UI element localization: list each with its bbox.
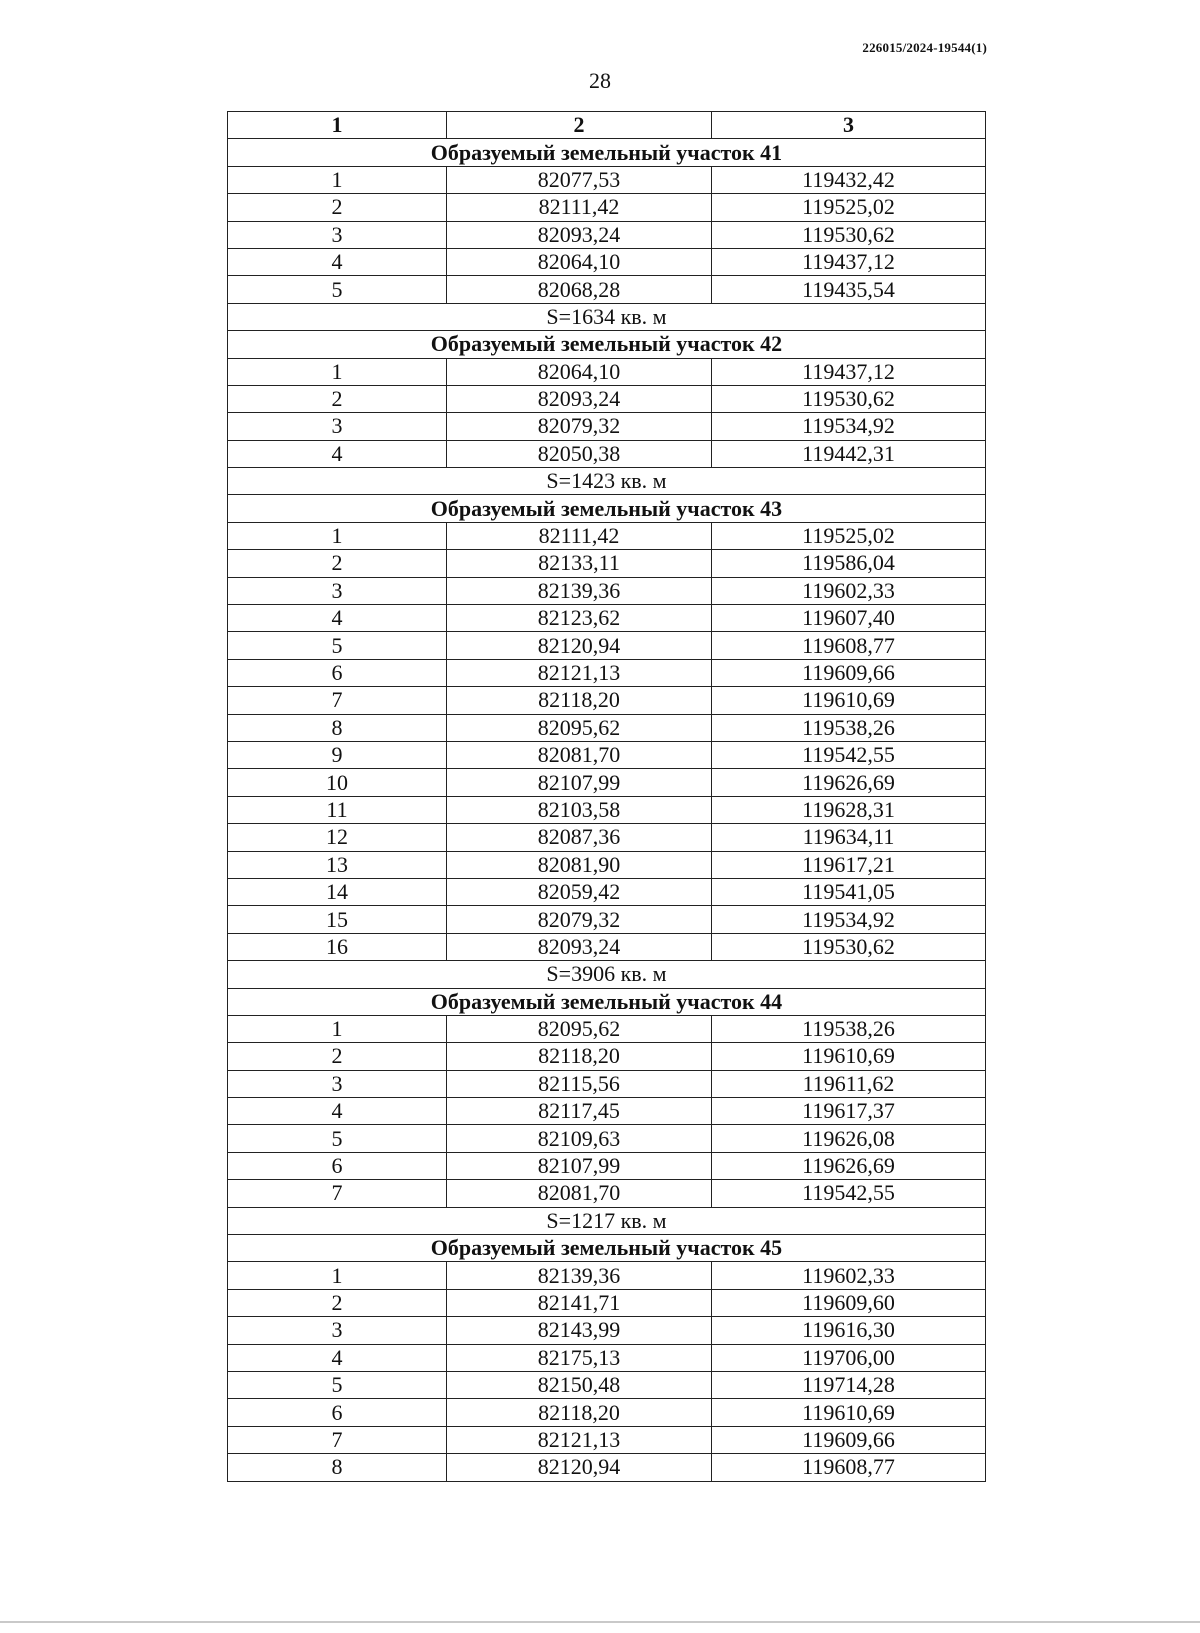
point-number-cell: 4	[228, 605, 447, 632]
y-coordinate-cell: 119628,31	[712, 796, 986, 823]
y-coordinate-cell: 119617,21	[712, 851, 986, 878]
y-coordinate-cell: 119626,08	[712, 1125, 986, 1152]
x-coordinate-cell: 82120,94	[447, 1454, 712, 1481]
table-row	[228, 714, 986, 741]
x-coordinate-cell: 82143,99	[447, 1317, 712, 1344]
section-title: Образуемый земельный участок 43	[228, 495, 986, 522]
x-coordinate-cell: 82121,13	[447, 1426, 712, 1453]
x-coordinate-cell: 82111,42	[447, 522, 712, 549]
table-row	[228, 1015, 986, 1042]
point-number-cell: 11	[228, 796, 447, 823]
table-row	[228, 1289, 986, 1316]
y-coordinate-cell: 119610,69	[712, 687, 986, 714]
y-coordinate-cell: 119609,60	[712, 1289, 986, 1316]
x-coordinate-cell: 82077,53	[447, 166, 712, 193]
x-coordinate-cell: 82120,94	[447, 632, 712, 659]
y-coordinate-cell: 119609,66	[712, 1426, 986, 1453]
table-row	[228, 769, 986, 796]
point-number-cell: 7	[228, 1426, 447, 1453]
x-coordinate-cell: 82081,70	[447, 1180, 712, 1207]
table-row	[228, 550, 986, 577]
y-coordinate-cell: 119538,26	[712, 714, 986, 741]
section-title: Образуемый земельный участок 45	[228, 1235, 986, 1262]
table-row	[228, 1098, 986, 1125]
x-coordinate-cell: 82118,20	[447, 1043, 712, 1070]
y-coordinate-cell: 119609,66	[712, 659, 986, 686]
point-number-cell: 2	[228, 194, 447, 221]
section-title-row	[228, 139, 986, 166]
x-coordinate-cell: 82079,32	[447, 413, 712, 440]
point-number-cell: 4	[228, 1344, 447, 1371]
x-coordinate-cell: 82115,56	[447, 1070, 712, 1097]
table-row	[228, 632, 986, 659]
area-value: S=1423 кв. м	[228, 468, 986, 495]
point-number-cell: 1	[228, 1015, 447, 1042]
table-row	[228, 878, 986, 905]
y-coordinate-cell: 119432,42	[712, 166, 986, 193]
point-number-cell: 4	[228, 1098, 447, 1125]
point-number-cell: 3	[228, 413, 447, 440]
y-coordinate-cell: 119534,92	[712, 906, 986, 933]
y-coordinate-cell: 119626,69	[712, 769, 986, 796]
point-number-cell: 2	[228, 385, 447, 412]
point-number-cell: 4	[228, 248, 447, 275]
section-title-row	[228, 495, 986, 522]
table-row	[228, 166, 986, 193]
x-coordinate-cell: 82103,58	[447, 796, 712, 823]
scan-edge-line	[0, 1621, 1200, 1623]
point-number-cell: 15	[228, 906, 447, 933]
table-row	[228, 796, 986, 823]
y-coordinate-cell: 119530,62	[712, 221, 986, 248]
y-coordinate-cell: 119437,12	[712, 358, 986, 385]
y-coordinate-cell: 119607,40	[712, 605, 986, 632]
table-row	[228, 605, 986, 632]
x-coordinate-cell: 82150,48	[447, 1371, 712, 1398]
point-number-cell: 1	[228, 166, 447, 193]
table-row	[228, 1454, 986, 1481]
x-coordinate-cell: 82139,36	[447, 577, 712, 604]
y-coordinate-cell: 119435,54	[712, 276, 986, 303]
x-coordinate-cell: 82121,13	[447, 659, 712, 686]
y-coordinate-cell: 119611,62	[712, 1070, 986, 1097]
point-number-cell: 10	[228, 769, 447, 796]
y-coordinate-cell: 119586,04	[712, 550, 986, 577]
table-row	[228, 522, 986, 549]
coordinates-table	[227, 111, 986, 1482]
x-coordinate-cell: 82133,11	[447, 550, 712, 577]
y-coordinate-cell: 119616,30	[712, 1317, 986, 1344]
x-coordinate-cell: 82123,62	[447, 605, 712, 632]
table-row	[228, 1344, 986, 1371]
table-row	[228, 221, 986, 248]
y-coordinate-cell: 119530,62	[712, 385, 986, 412]
x-coordinate-cell: 82093,24	[447, 221, 712, 248]
table-row	[228, 248, 986, 275]
x-coordinate-cell: 82081,90	[447, 851, 712, 878]
table-row	[228, 1317, 986, 1344]
page-number: 28	[589, 68, 611, 93]
y-coordinate-cell: 119437,12	[712, 248, 986, 275]
x-coordinate-cell: 82050,38	[447, 440, 712, 467]
area-row	[228, 1207, 986, 1234]
section-title-row	[228, 331, 986, 358]
table-row	[228, 1426, 986, 1453]
point-number-cell: 2	[228, 550, 447, 577]
point-number-cell: 14	[228, 878, 447, 905]
point-number-cell: 8	[228, 714, 447, 741]
area-value: S=1634 кв. м	[228, 303, 986, 330]
x-coordinate-cell: 82141,71	[447, 1289, 712, 1316]
x-coordinate-cell: 82118,20	[447, 1399, 712, 1426]
table-row	[228, 440, 986, 467]
x-coordinate-cell: 82109,63	[447, 1125, 712, 1152]
column-header: 2	[447, 112, 712, 139]
y-coordinate-cell: 119530,62	[712, 933, 986, 960]
y-coordinate-cell: 119608,77	[712, 632, 986, 659]
table-row	[228, 1262, 986, 1289]
x-coordinate-cell: 82175,13	[447, 1344, 712, 1371]
y-coordinate-cell: 119602,33	[712, 577, 986, 604]
x-coordinate-cell: 82107,99	[447, 769, 712, 796]
column-header: 3	[712, 112, 986, 139]
area-value: S=1217 кв. м	[228, 1207, 986, 1234]
point-number-cell: 3	[228, 1317, 447, 1344]
x-coordinate-cell: 82118,20	[447, 687, 712, 714]
table-row	[228, 741, 986, 768]
section-title: Образуемый земельный участок 41	[228, 139, 986, 166]
point-number-cell: 16	[228, 933, 447, 960]
x-coordinate-cell: 82139,36	[447, 1262, 712, 1289]
y-coordinate-cell: 119542,55	[712, 741, 986, 768]
table-row	[228, 1399, 986, 1426]
area-row	[228, 303, 986, 330]
table-row	[228, 1180, 986, 1207]
point-number-cell: 6	[228, 1399, 447, 1426]
point-number-cell: 7	[228, 687, 447, 714]
y-coordinate-cell: 119538,26	[712, 1015, 986, 1042]
y-coordinate-cell: 119525,02	[712, 194, 986, 221]
point-number-cell: 6	[228, 659, 447, 686]
point-number-cell: 3	[228, 221, 447, 248]
point-number-cell: 5	[228, 276, 447, 303]
x-coordinate-cell: 82064,10	[447, 248, 712, 275]
table-row	[228, 1371, 986, 1398]
table-row	[228, 358, 986, 385]
area-value: S=3906 кв. м	[228, 961, 986, 988]
y-coordinate-cell: 119617,37	[712, 1098, 986, 1125]
x-coordinate-cell: 82087,36	[447, 824, 712, 851]
table-row	[228, 577, 986, 604]
x-coordinate-cell: 82093,24	[447, 385, 712, 412]
table-row	[228, 906, 986, 933]
x-coordinate-cell: 82117,45	[447, 1098, 712, 1125]
y-coordinate-cell: 119525,02	[712, 522, 986, 549]
y-coordinate-cell: 119542,55	[712, 1180, 986, 1207]
x-coordinate-cell: 82111,42	[447, 194, 712, 221]
y-coordinate-cell: 119634,11	[712, 824, 986, 851]
point-number-cell: 1	[228, 1262, 447, 1289]
x-coordinate-cell: 82093,24	[447, 933, 712, 960]
table-row	[228, 1152, 986, 1179]
point-number-cell: 3	[228, 1070, 447, 1097]
point-number-cell: 1	[228, 522, 447, 549]
point-number-cell: 5	[228, 1125, 447, 1152]
table-row	[228, 413, 986, 440]
area-row	[228, 468, 986, 495]
point-number-cell: 13	[228, 851, 447, 878]
y-coordinate-cell: 119602,33	[712, 1262, 986, 1289]
table-row	[228, 276, 986, 303]
y-coordinate-cell: 119541,05	[712, 878, 986, 905]
table-body	[228, 139, 986, 1481]
table-header-row	[228, 112, 986, 139]
table-row	[228, 851, 986, 878]
column-header: 1	[228, 112, 447, 139]
area-row	[228, 961, 986, 988]
document-id: 226015/2024-19544(1)	[862, 40, 987, 55]
y-coordinate-cell: 119714,28	[712, 1371, 986, 1398]
point-number-cell: 7	[228, 1180, 447, 1207]
x-coordinate-cell: 82095,62	[447, 1015, 712, 1042]
table-row	[228, 659, 986, 686]
point-number-cell: 2	[228, 1043, 447, 1070]
y-coordinate-cell: 119610,69	[712, 1399, 986, 1426]
section-title-row	[228, 988, 986, 1015]
y-coordinate-cell: 119706,00	[712, 1344, 986, 1371]
x-coordinate-cell: 82081,70	[447, 741, 712, 768]
point-number-cell: 9	[228, 741, 447, 768]
x-coordinate-cell: 82059,42	[447, 878, 712, 905]
x-coordinate-cell: 82068,28	[447, 276, 712, 303]
table-row	[228, 687, 986, 714]
section-title-row	[228, 1235, 986, 1262]
table-row	[228, 824, 986, 851]
point-number-cell: 3	[228, 577, 447, 604]
section-title: Образуемый земельный участок 44	[228, 988, 986, 1015]
x-coordinate-cell: 82064,10	[447, 358, 712, 385]
table-row	[228, 1125, 986, 1152]
y-coordinate-cell: 119442,31	[712, 440, 986, 467]
y-coordinate-cell: 119608,77	[712, 1454, 986, 1481]
point-number-cell: 1	[228, 358, 447, 385]
point-number-cell: 5	[228, 632, 447, 659]
point-number-cell: 4	[228, 440, 447, 467]
x-coordinate-cell: 82079,32	[447, 906, 712, 933]
y-coordinate-cell: 119610,69	[712, 1043, 986, 1070]
point-number-cell: 8	[228, 1454, 447, 1481]
y-coordinate-cell: 119534,92	[712, 413, 986, 440]
table-row	[228, 194, 986, 221]
point-number-cell: 12	[228, 824, 447, 851]
table-row	[228, 385, 986, 412]
point-number-cell: 2	[228, 1289, 447, 1316]
table-row	[228, 1070, 986, 1097]
x-coordinate-cell: 82095,62	[447, 714, 712, 741]
table-row	[228, 933, 986, 960]
point-number-cell: 6	[228, 1152, 447, 1179]
section-title: Образуемый земельный участок 42	[228, 331, 986, 358]
y-coordinate-cell: 119626,69	[712, 1152, 986, 1179]
table-row	[228, 1043, 986, 1070]
point-number-cell: 5	[228, 1371, 447, 1398]
x-coordinate-cell: 82107,99	[447, 1152, 712, 1179]
